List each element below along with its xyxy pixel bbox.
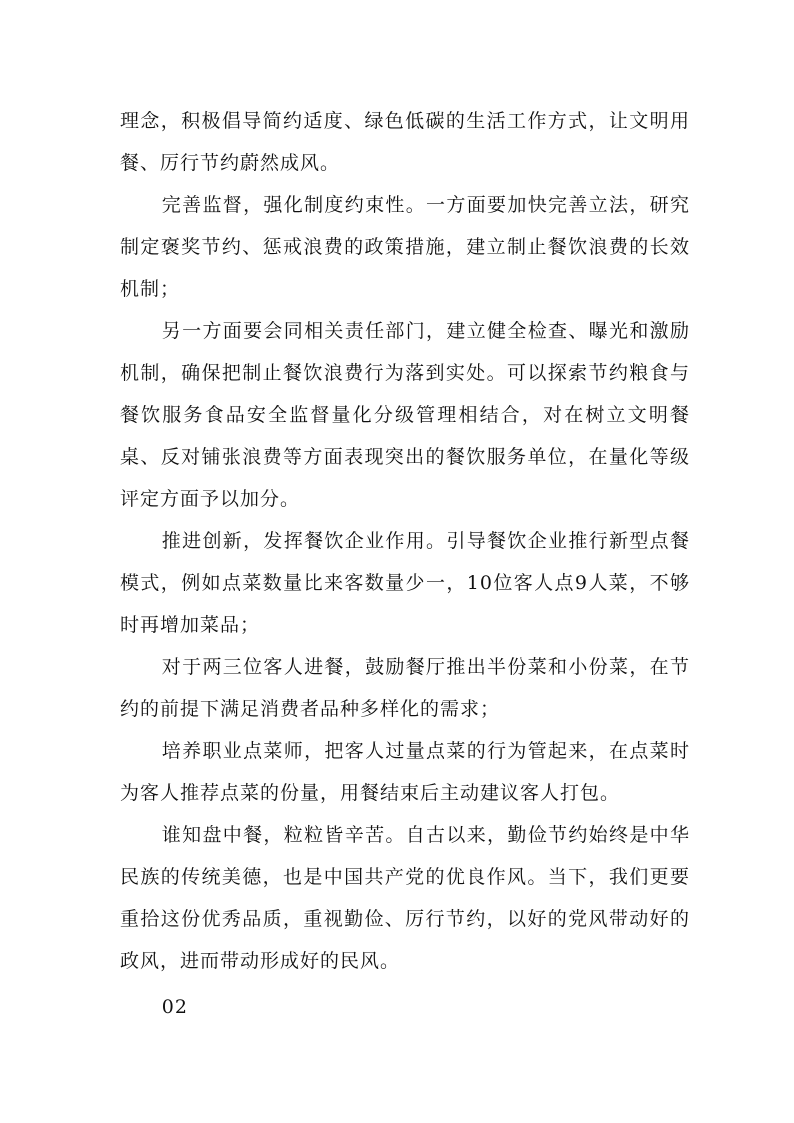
paragraph-continuation: 理念，积极倡导简约适度、绿色低碳的生活工作方式，让文明用餐、厉行节约蔚然成风。 xyxy=(120,110,690,174)
paragraph-small-portions: 对于两三位客人进餐，鼓励餐厅推出半份菜和小份菜，在节约的前提下满足消费者品种多样化的需求； xyxy=(120,656,690,720)
paragraph-ordering-advisor: 培养职业点菜师，把客人过量点菜的行为管起来，在点菜时为客人推荐点菜的份量，用餐结束后主动建议客人打包。 xyxy=(120,740,690,804)
paragraph-innovation: 推进创新，发挥餐饮企业作用。引导餐饮企业推行新型点餐模式，例如点菜数量比来客数量少一，10位客人点9人菜，不够时再增加菜品； xyxy=(120,530,690,636)
paragraph-conclusion: 谁知盘中餐，粒粒皆辛苦。自古以来，勤俭节约始终是中华民族的传统美德，也是中国共产党的优良作风。当下，我们更要重拾这份优秀品质，重视勤俭、厉行节约，以好的党风带动好的政风，进而带动形成好的民风。 xyxy=(120,824,690,972)
section-marker: 02 xyxy=(161,996,188,1018)
document-body xyxy=(120,100,690,1028)
paragraph-mechanism: 另一方面要会同相关责任部门，建立健全检查、曝光和激励机制，确保把制止餐饮浪费行为落到实处。可以探索节约粮食与餐饮服务食品安全监督量化分级管理相结合，对在树立文明餐桌、反对铺张浪费等方面表现突出的餐饮服务单位，在量化等级评定方面予以加分。 xyxy=(120,320,690,510)
paragraph-supervision: 完善监督，强化制度约束性。一方面要加快完善立法，研究制定褒奖节约、惩戒浪费的政策措施，建立制止餐饮浪费的长效机制； xyxy=(120,194,690,300)
